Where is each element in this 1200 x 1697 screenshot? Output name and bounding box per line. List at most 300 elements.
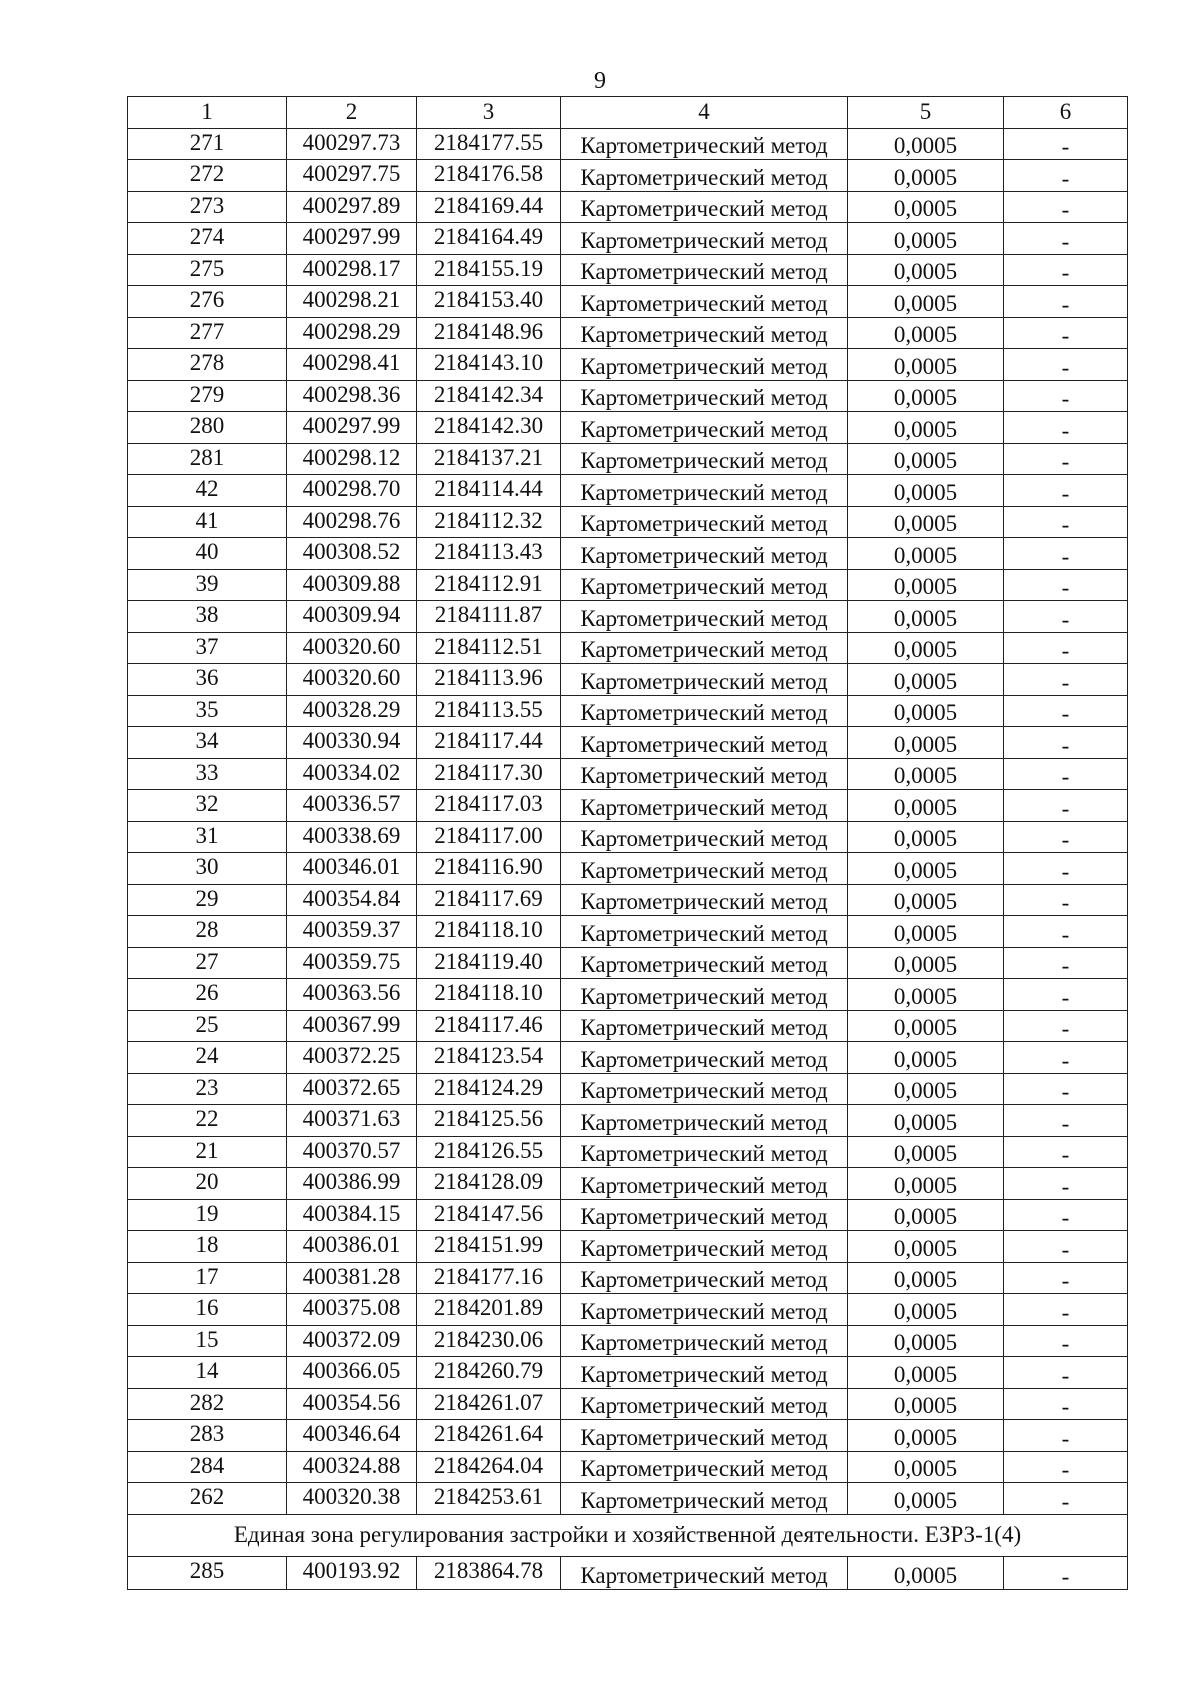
y-coordinate-cell: 2184137.21 <box>417 443 561 475</box>
table-row <box>128 1042 1128 1074</box>
method-cell: Картометрический метод <box>561 947 848 979</box>
y-coordinate-cell: 2184117.44 <box>417 727 561 759</box>
note-cell: - <box>1004 569 1128 601</box>
accuracy-cell: 0,0005 <box>848 1357 1004 1389</box>
x-coordinate-cell: 400366.05 <box>287 1357 417 1389</box>
table-row <box>128 317 1128 349</box>
note-cell: - <box>1004 1357 1128 1389</box>
table-row <box>128 1556 1128 1589</box>
method-cell: Картометрический метод <box>561 1388 848 1420</box>
x-coordinate-cell: 400298.12 <box>287 443 417 475</box>
note-cell: - <box>1004 380 1128 412</box>
y-coordinate-cell: 2184117.30 <box>417 758 561 790</box>
point-cell: 22 <box>128 1105 287 1137</box>
table-row <box>128 1325 1128 1357</box>
table-body <box>128 97 1128 1590</box>
table-row <box>128 916 1128 948</box>
x-coordinate-cell: 400367.99 <box>287 1010 417 1042</box>
table-row <box>128 128 1128 160</box>
point-cell: 276 <box>128 286 287 318</box>
x-coordinate-cell: 400298.21 <box>287 286 417 318</box>
y-coordinate-cell: 2184201.89 <box>417 1294 561 1326</box>
method-cell: Картометрический метод <box>561 632 848 664</box>
x-coordinate-cell: 400324.88 <box>287 1451 417 1483</box>
point-cell: 34 <box>128 727 287 759</box>
method-cell: Картометрический метод <box>561 569 848 601</box>
y-coordinate-cell: 2184177.55 <box>417 128 561 160</box>
accuracy-cell: 0,0005 <box>848 1231 1004 1263</box>
table-row <box>128 632 1128 664</box>
point-cell: 272 <box>128 160 287 192</box>
accuracy-cell: 0,0005 <box>848 1168 1004 1200</box>
point-cell: 277 <box>128 317 287 349</box>
point-cell: 28 <box>128 916 287 948</box>
point-cell: 30 <box>128 853 287 885</box>
y-coordinate-cell: 2184151.99 <box>417 1231 561 1263</box>
accuracy-cell: 0,0005 <box>848 1199 1004 1231</box>
method-cell: Картометрический метод <box>561 884 848 916</box>
table-row <box>128 1231 1128 1263</box>
y-coordinate-cell: 2184111.87 <box>417 601 561 633</box>
x-coordinate-cell: 400386.99 <box>287 1168 417 1200</box>
y-coordinate-cell: 2184124.29 <box>417 1073 561 1105</box>
method-cell: Картометрический метод <box>561 191 848 223</box>
accuracy-cell: 0,0005 <box>848 727 1004 759</box>
accuracy-cell: 0,0005 <box>848 853 1004 885</box>
x-coordinate-cell: 400298.29 <box>287 317 417 349</box>
method-cell: Картометрический метод <box>561 1451 848 1483</box>
note-cell: - <box>1004 349 1128 381</box>
x-coordinate-cell: 400320.60 <box>287 664 417 696</box>
column-number-3: 3 <box>417 97 561 129</box>
note-cell: - <box>1004 317 1128 349</box>
table-row <box>128 1073 1128 1105</box>
note-cell: - <box>1004 506 1128 538</box>
y-coordinate-cell: 2184147.56 <box>417 1199 561 1231</box>
page-number: 9 <box>594 68 606 94</box>
point-cell: 280 <box>128 412 287 444</box>
y-coordinate-cell: 2184114.44 <box>417 475 561 507</box>
table-row <box>128 1451 1128 1483</box>
method-cell: Картометрический метод <box>561 1420 848 1452</box>
x-coordinate-cell: 400330.94 <box>287 727 417 759</box>
y-coordinate-cell: 2184119.40 <box>417 947 561 979</box>
accuracy-cell: 0,0005 <box>848 254 1004 286</box>
table-row <box>128 191 1128 223</box>
y-coordinate-cell: 2184125.56 <box>417 1105 561 1137</box>
method-cell: Картометрический метод <box>561 506 848 538</box>
point-cell: 14 <box>128 1357 287 1389</box>
table-row <box>128 884 1128 916</box>
y-coordinate-cell: 2184113.55 <box>417 695 561 727</box>
accuracy-cell: 0,0005 <box>848 286 1004 318</box>
table-row <box>128 475 1128 507</box>
table-row <box>128 1105 1128 1137</box>
x-coordinate-cell: 400354.84 <box>287 884 417 916</box>
table-row <box>128 853 1128 885</box>
method-cell: Картометрический метод <box>561 160 848 192</box>
point-cell: 271 <box>128 128 287 160</box>
table-row <box>128 947 1128 979</box>
x-coordinate-cell: 400320.38 <box>287 1483 417 1515</box>
table-row <box>128 160 1128 192</box>
x-coordinate-cell: 400336.57 <box>287 790 417 822</box>
accuracy-cell: 0,0005 <box>848 821 1004 853</box>
accuracy-cell: 0,0005 <box>848 349 1004 381</box>
note-cell: - <box>1004 1262 1128 1294</box>
point-cell: 25 <box>128 1010 287 1042</box>
note-cell: - <box>1004 821 1128 853</box>
method-cell: Картометрический метод <box>561 1262 848 1294</box>
point-cell: 283 <box>128 1420 287 1452</box>
point-cell: 36 <box>128 664 287 696</box>
point-cell: 40 <box>128 538 287 570</box>
table-row <box>128 1262 1128 1294</box>
accuracy-cell: 0,0005 <box>848 601 1004 633</box>
note-cell: - <box>1004 947 1128 979</box>
method-cell: Картометрический метод <box>561 1073 848 1105</box>
x-coordinate-cell: 400375.08 <box>287 1294 417 1326</box>
accuracy-cell: 0,0005 <box>848 1042 1004 1074</box>
point-cell: 278 <box>128 349 287 381</box>
note-cell: - <box>1004 695 1128 727</box>
x-coordinate-cell: 400386.01 <box>287 1231 417 1263</box>
method-cell: Картометрический метод <box>561 475 848 507</box>
method-cell: Картометрический метод <box>561 254 848 286</box>
table-row <box>128 223 1128 255</box>
table-row <box>128 1136 1128 1168</box>
section-row <box>128 1514 1128 1556</box>
table-row <box>128 1483 1128 1515</box>
y-coordinate-cell: 2184230.06 <box>417 1325 561 1357</box>
accuracy-cell: 0,0005 <box>848 1105 1004 1137</box>
point-cell: 17 <box>128 1262 287 1294</box>
note-cell: - <box>1004 160 1128 192</box>
x-coordinate-cell: 400320.60 <box>287 632 417 664</box>
note-cell: - <box>1004 1483 1128 1515</box>
table-row <box>128 506 1128 538</box>
accuracy-cell: 0,0005 <box>848 191 1004 223</box>
x-coordinate-cell: 400371.63 <box>287 1105 417 1137</box>
y-coordinate-cell: 2184264.04 <box>417 1451 561 1483</box>
note-cell: - <box>1004 758 1128 790</box>
y-coordinate-cell: 2184116.90 <box>417 853 561 885</box>
y-coordinate-cell: 2184117.00 <box>417 821 561 853</box>
accuracy-cell: 0,0005 <box>848 1136 1004 1168</box>
method-cell: Картометрический метод <box>561 790 848 822</box>
table-row <box>128 254 1128 286</box>
table-row <box>128 1388 1128 1420</box>
accuracy-cell: 0,0005 <box>848 443 1004 475</box>
y-coordinate-cell: 2184118.10 <box>417 979 561 1011</box>
note-cell: - <box>1004 443 1128 475</box>
x-coordinate-cell: 400297.89 <box>287 191 417 223</box>
note-cell: - <box>1004 128 1128 160</box>
point-cell: 32 <box>128 790 287 822</box>
table-row <box>128 286 1128 318</box>
y-coordinate-cell: 2184261.64 <box>417 1420 561 1452</box>
column-number-2: 2 <box>287 97 417 129</box>
y-coordinate-cell: 2184126.55 <box>417 1136 561 1168</box>
accuracy-cell: 0,0005 <box>848 569 1004 601</box>
x-coordinate-cell: 400370.57 <box>287 1136 417 1168</box>
point-cell: 284 <box>128 1451 287 1483</box>
x-coordinate-cell: 400334.02 <box>287 758 417 790</box>
note-cell: - <box>1004 1010 1128 1042</box>
note-cell: - <box>1004 286 1128 318</box>
method-cell: Картометрический метод <box>561 380 848 412</box>
accuracy-cell: 0,0005 <box>848 1325 1004 1357</box>
method-cell: Картометрический метод <box>561 1010 848 1042</box>
note-cell: - <box>1004 538 1128 570</box>
note-cell: - <box>1004 1388 1128 1420</box>
y-coordinate-cell: 2184128.09 <box>417 1168 561 1200</box>
column-number-row <box>128 97 1128 129</box>
method-cell: Картометрический метод <box>561 1357 848 1389</box>
accuracy-cell: 0,0005 <box>848 412 1004 444</box>
point-cell: 18 <box>128 1231 287 1263</box>
column-number-4: 4 <box>561 97 848 129</box>
accuracy-cell: 0,0005 <box>848 979 1004 1011</box>
x-coordinate-cell: 400384.15 <box>287 1199 417 1231</box>
x-coordinate-cell: 400372.65 <box>287 1073 417 1105</box>
y-coordinate-cell: 2184148.96 <box>417 317 561 349</box>
method-cell: Картометрический метод <box>561 979 848 1011</box>
x-coordinate-cell: 400308.52 <box>287 538 417 570</box>
note-cell: - <box>1004 1325 1128 1357</box>
x-coordinate-cell: 400338.69 <box>287 821 417 853</box>
method-cell: Картометрический метод <box>561 1136 848 1168</box>
point-cell: 19 <box>128 1199 287 1231</box>
method-cell: Картометрический метод <box>561 853 848 885</box>
point-cell: 33 <box>128 758 287 790</box>
y-coordinate-cell: 2184118.10 <box>417 916 561 948</box>
point-cell: 21 <box>128 1136 287 1168</box>
method-cell: Картометрический метод <box>561 349 848 381</box>
method-cell: Картометрический метод <box>561 1231 848 1263</box>
x-coordinate-cell: 400309.94 <box>287 601 417 633</box>
x-coordinate-cell: 400309.88 <box>287 569 417 601</box>
table-row <box>128 1199 1128 1231</box>
note-cell: - <box>1004 191 1128 223</box>
point-cell: 282 <box>128 1388 287 1420</box>
note-cell: - <box>1004 1105 1128 1137</box>
method-cell: Картометрический метод <box>561 443 848 475</box>
point-cell: 20 <box>128 1168 287 1200</box>
table-row <box>128 443 1128 475</box>
note-cell: - <box>1004 1231 1128 1263</box>
accuracy-cell: 0,0005 <box>848 758 1004 790</box>
accuracy-cell: 0,0005 <box>848 1388 1004 1420</box>
x-coordinate-cell: 400193.92 <box>287 1556 417 1589</box>
y-coordinate-cell: 2184260.79 <box>417 1357 561 1389</box>
y-coordinate-cell: 2184142.34 <box>417 380 561 412</box>
table-row <box>128 412 1128 444</box>
y-coordinate-cell: 2184261.07 <box>417 1388 561 1420</box>
note-cell: - <box>1004 790 1128 822</box>
method-cell: Картометрический метод <box>561 1483 848 1515</box>
accuracy-cell: 0,0005 <box>848 1010 1004 1042</box>
y-coordinate-cell: 2184113.43 <box>417 538 561 570</box>
accuracy-cell: 0,0005 <box>848 632 1004 664</box>
y-coordinate-cell: 2184153.40 <box>417 286 561 318</box>
note-cell: - <box>1004 853 1128 885</box>
accuracy-cell: 0,0005 <box>848 664 1004 696</box>
accuracy-cell: 0,0005 <box>848 1556 1004 1589</box>
x-coordinate-cell: 400372.25 <box>287 1042 417 1074</box>
point-cell: 15 <box>128 1325 287 1357</box>
x-coordinate-cell: 400298.70 <box>287 475 417 507</box>
y-coordinate-cell: 2184143.10 <box>417 349 561 381</box>
note-cell: - <box>1004 1294 1128 1326</box>
point-cell: 31 <box>128 821 287 853</box>
x-coordinate-cell: 400359.75 <box>287 947 417 979</box>
table-row <box>128 1168 1128 1200</box>
accuracy-cell: 0,0005 <box>848 317 1004 349</box>
accuracy-cell: 0,0005 <box>848 695 1004 727</box>
x-coordinate-cell: 400298.17 <box>287 254 417 286</box>
point-cell: 41 <box>128 506 287 538</box>
note-cell: - <box>1004 1042 1128 1074</box>
note-cell: - <box>1004 475 1128 507</box>
note-cell: - <box>1004 223 1128 255</box>
note-cell: - <box>1004 1073 1128 1105</box>
accuracy-cell: 0,0005 <box>848 223 1004 255</box>
table-row <box>128 538 1128 570</box>
table-row <box>128 1294 1128 1326</box>
method-cell: Картометрический метод <box>561 727 848 759</box>
coordinates-table <box>127 96 1128 1590</box>
x-coordinate-cell: 400298.76 <box>287 506 417 538</box>
accuracy-cell: 0,0005 <box>848 1451 1004 1483</box>
x-coordinate-cell: 400354.56 <box>287 1388 417 1420</box>
note-cell: - <box>1004 916 1128 948</box>
method-cell: Картометрический метод <box>561 1556 848 1589</box>
table-row <box>128 727 1128 759</box>
point-cell: 262 <box>128 1483 287 1515</box>
x-coordinate-cell: 400298.36 <box>287 380 417 412</box>
method-cell: Картометрический метод <box>561 538 848 570</box>
note-cell: - <box>1004 727 1128 759</box>
point-cell: 39 <box>128 569 287 601</box>
x-coordinate-cell: 400363.56 <box>287 979 417 1011</box>
accuracy-cell: 0,0005 <box>848 1420 1004 1452</box>
y-coordinate-cell: 2184112.32 <box>417 506 561 538</box>
method-cell: Картометрический метод <box>561 317 848 349</box>
point-cell: 35 <box>128 695 287 727</box>
accuracy-cell: 0,0005 <box>848 884 1004 916</box>
note-cell: - <box>1004 601 1128 633</box>
accuracy-cell: 0,0005 <box>848 538 1004 570</box>
y-coordinate-cell: 2184253.61 <box>417 1483 561 1515</box>
table-row <box>128 1357 1128 1389</box>
column-number-1: 1 <box>128 97 287 129</box>
point-cell: 23 <box>128 1073 287 1105</box>
method-cell: Картометрический метод <box>561 1325 848 1357</box>
table-row <box>128 821 1128 853</box>
x-coordinate-cell: 400359.37 <box>287 916 417 948</box>
y-coordinate-cell: 2184113.96 <box>417 664 561 696</box>
table-row <box>128 349 1128 381</box>
method-cell: Картометрический метод <box>561 1199 848 1231</box>
y-coordinate-cell: 2184169.44 <box>417 191 561 223</box>
y-coordinate-cell: 2184176.58 <box>417 160 561 192</box>
point-cell: 281 <box>128 443 287 475</box>
method-cell: Картометрический метод <box>561 1294 848 1326</box>
point-cell: 26 <box>128 979 287 1011</box>
table-row <box>128 1420 1128 1452</box>
x-coordinate-cell: 400297.73 <box>287 128 417 160</box>
x-coordinate-cell: 400297.99 <box>287 223 417 255</box>
table-row <box>128 979 1128 1011</box>
note-cell: - <box>1004 884 1128 916</box>
method-cell: Картометрический метод <box>561 1042 848 1074</box>
x-coordinate-cell: 400372.09 <box>287 1325 417 1357</box>
note-cell: - <box>1004 1136 1128 1168</box>
accuracy-cell: 0,0005 <box>848 1483 1004 1515</box>
method-cell: Картометрический метод <box>561 664 848 696</box>
method-cell: Картометрический метод <box>561 821 848 853</box>
method-cell: Картометрический метод <box>561 1168 848 1200</box>
y-coordinate-cell: 2184155.19 <box>417 254 561 286</box>
table-row <box>128 695 1128 727</box>
accuracy-cell: 0,0005 <box>848 947 1004 979</box>
point-cell: 29 <box>128 884 287 916</box>
point-cell: 37 <box>128 632 287 664</box>
y-coordinate-cell: 2184117.03 <box>417 790 561 822</box>
accuracy-cell: 0,0005 <box>848 790 1004 822</box>
y-coordinate-cell: 2184112.51 <box>417 632 561 664</box>
point-cell: 27 <box>128 947 287 979</box>
table-row <box>128 1010 1128 1042</box>
table-row <box>128 664 1128 696</box>
table-row <box>128 569 1128 601</box>
method-cell: Картометрический метод <box>561 695 848 727</box>
point-cell: 285 <box>128 1556 287 1589</box>
method-cell: Картометрический метод <box>561 286 848 318</box>
accuracy-cell: 0,0005 <box>848 506 1004 538</box>
y-coordinate-cell: 2184123.54 <box>417 1042 561 1074</box>
note-cell: - <box>1004 632 1128 664</box>
y-coordinate-cell: 2184117.69 <box>417 884 561 916</box>
point-cell: 275 <box>128 254 287 286</box>
y-coordinate-cell: 2184112.91 <box>417 569 561 601</box>
method-cell: Картометрический метод <box>561 223 848 255</box>
point-cell: 273 <box>128 191 287 223</box>
accuracy-cell: 0,0005 <box>848 380 1004 412</box>
note-cell: - <box>1004 1556 1128 1589</box>
y-coordinate-cell: 2184117.46 <box>417 1010 561 1042</box>
x-coordinate-cell: 400381.28 <box>287 1262 417 1294</box>
note-cell: - <box>1004 412 1128 444</box>
point-cell: 24 <box>128 1042 287 1074</box>
x-coordinate-cell: 400346.01 <box>287 853 417 885</box>
method-cell: Картометрический метод <box>561 758 848 790</box>
point-cell: 38 <box>128 601 287 633</box>
x-coordinate-cell: 400346.64 <box>287 1420 417 1452</box>
x-coordinate-cell: 400297.99 <box>287 412 417 444</box>
y-coordinate-cell: 2184164.49 <box>417 223 561 255</box>
note-cell: - <box>1004 254 1128 286</box>
table-row <box>128 601 1128 633</box>
accuracy-cell: 0,0005 <box>848 1294 1004 1326</box>
x-coordinate-cell: 400297.75 <box>287 160 417 192</box>
table-row <box>128 758 1128 790</box>
accuracy-cell: 0,0005 <box>848 1262 1004 1294</box>
method-cell: Картометрический метод <box>561 128 848 160</box>
note-cell: - <box>1004 1451 1128 1483</box>
accuracy-cell: 0,0005 <box>848 1073 1004 1105</box>
